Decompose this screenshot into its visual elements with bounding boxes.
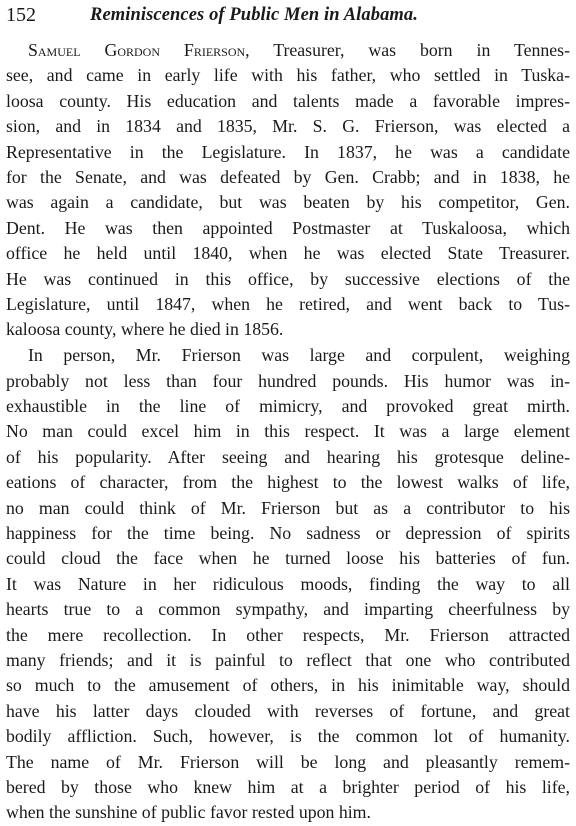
text-line: probably not less than four hundred pounds. His humor was in-: [6, 370, 570, 391]
text-line: kaloosa county, where he died in 1856.: [6, 319, 284, 340]
text-line: office he held until 1840, when he was elected State Treasurer.: [6, 243, 570, 264]
text-line: In person, Mr. Frierson was large and corpulent, weighing: [28, 345, 570, 366]
text-line: the mere recollection. In other respects, Mr. Frierson attracted: [6, 624, 570, 645]
text-line: Representative in the Legislature. In 1837, he was a candidate: [6, 141, 570, 162]
text-line: loosa county. His education and talents made a favorable impres-: [6, 90, 570, 111]
text-line: sion, and in 1834 and 1835, Mr. S. G. Frierson, was elected a: [6, 116, 570, 137]
body-text: [6, 38, 570, 826]
text-line: many friends; and it is painful to reflect that one who contributed: [6, 649, 570, 670]
text-line: see, and came in early life with his father, who settled in Tuska-: [6, 65, 570, 86]
text-line: No man could excel him in this respect. It was a large element: [6, 421, 570, 442]
text-line: Legislature, until 1847, when he retired, and went back to Tus-: [6, 293, 570, 314]
text-line: of his popularity. After seeing and hearing his grotesque deline-: [6, 446, 570, 467]
text-line: exhaustible in the line of mimicry, and provoked great mirth.: [6, 396, 570, 417]
text-line: happiness for the time being. No sadness or depression of spirits: [6, 523, 570, 544]
text-line: bered by those who knew him at a brighter period of his life,: [6, 776, 570, 797]
text-line: bodily affliction. Such, however, is the common lot of humanity.: [6, 726, 570, 747]
text-line: Samuel Gordon Frierson, Treasurer, was born in Tennes-: [28, 40, 570, 60]
text-line: could cloud the face when he turned loose his batteries of fun.: [6, 548, 570, 569]
text-line: when the sunshine of public favor rested upon him.: [6, 802, 371, 823]
running-head: Reminiscences of Public Men in Alabama.: [90, 5, 418, 25]
text-line: He was continued in this office, by successive elections of the: [6, 268, 570, 289]
text-line: Dent. He was then appointed Postmaster at Tuskaloosa, which: [6, 217, 570, 238]
text-line: The name of Mr. Frierson will be long and pleasantly remem-: [6, 751, 570, 772]
text-line: no man could think of Mr. Frierson but as a contributor to his: [6, 497, 570, 518]
subject-name: Samuel Gordon Frierson: [28, 40, 246, 60]
text-line: so much to the amusement of others, in his inimitable way, should: [6, 675, 570, 696]
text-line: It was Nature in her ridiculous moods, finding the way to all: [6, 573, 570, 594]
paragraph-2: [6, 343, 570, 825]
text-line: was again a candidate, but was beaten by his competitor, Gen.: [6, 192, 570, 213]
text-line: eations of character, from the highest to the lowest walks of life,: [6, 472, 570, 493]
text-line: for the Senate, and was defeated by Gen. Crabb; and in 1838, he: [6, 166, 570, 187]
text-line: hearts true to a common sympathy, and imparting cheerfulness by: [6, 599, 570, 620]
paragraph-1: [6, 38, 570, 343]
page-number: 152: [6, 4, 36, 26]
text-line: have his latter days clouded with reverses of fortune, and great: [6, 700, 570, 721]
page-header: [6, 2, 572, 30]
